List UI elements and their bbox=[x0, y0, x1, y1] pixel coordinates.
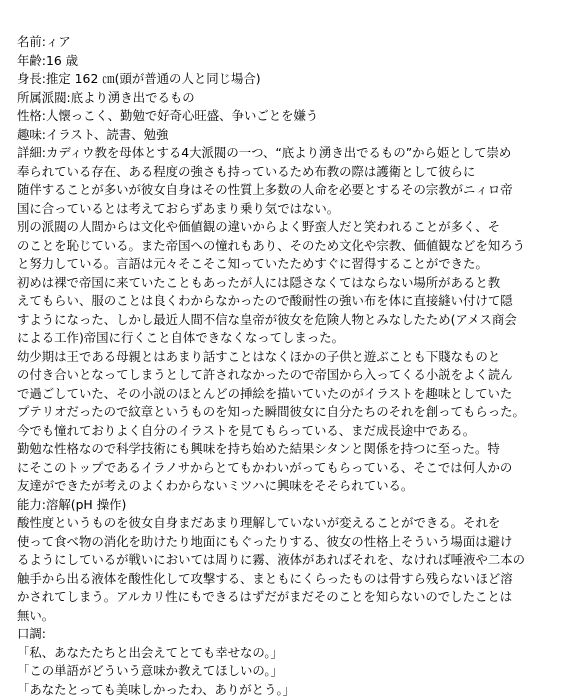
ability-line: 無い。 bbox=[17, 607, 570, 626]
name-line: 名前:ィア bbox=[17, 33, 570, 52]
details-line: による工作)帝国に行くこと自体できなくなってしまった。 bbox=[17, 329, 570, 348]
personality-line: 性格:人懐っこく、勤勉で好奇心旺盛、争いごとを嫌う bbox=[17, 107, 570, 126]
ability-line: 使って食べ物の消化を助けたり地面にもぐったりする、彼女の性格上そういう場面は避け bbox=[17, 533, 570, 552]
details-line: 奉られている存在、ある程度の強さも持っているため布教の際は護衛として彼らに bbox=[17, 163, 570, 182]
details-line: プテリオだったので紋章というものを知った瞬間彼女に自分たちのそれを創ってもらった。 bbox=[17, 403, 570, 422]
details-line: 友達ができたが考えのよくわからないミツハに興味をそそられている。 bbox=[17, 477, 570, 496]
details-line: のことを恥じている。また帝国への憧れもあり、そのため文化や宗教、価値観などを知ろう bbox=[17, 237, 570, 256]
details-line: 今でも憧れておりよく自分のイラストを見てもらっている、まだ成長途中である。 bbox=[17, 422, 570, 441]
details-line: 初めは裸で帝国に来ていたこともあったが人には隠さなくてはならない場所があると教 bbox=[17, 274, 570, 293]
ability-line: かされてしまう。アルカリ性にもできるはずだがまだそのことを知らないのでしたことは bbox=[17, 588, 570, 607]
ability-label: 能力:溶解(pH 操作) bbox=[17, 496, 570, 515]
details-section bbox=[17, 144, 570, 496]
details-line: 詳細:カディウ教を母体とする4大派閥の一つ、“底より湧き出でるもの”から姫として崇め bbox=[17, 144, 570, 163]
details-line: 随伴することが多いが彼女自身はその性質上多数の人命を必要とするその宗教がニィロ帝 bbox=[17, 181, 570, 200]
details-line: 幼少期は王である母親とはあまり話すことはなくほかの子供と遊ぶことも下賤なものと bbox=[17, 348, 570, 367]
height-line: 身長:推定 162 ㎝(頭が普通の人と同じ場合) bbox=[17, 70, 570, 89]
details-line: 別の派閥の人間からは文化や価値観の違いからよく野蛮人だと笑われることが多く、そ bbox=[17, 218, 570, 237]
speech-section bbox=[17, 644, 570, 699]
age-line: 年齢:16 歳 bbox=[17, 52, 570, 71]
ability-line: るようにしているが戦いにおいては周りに霧、液体があればそれを、なければ唾液や二本の bbox=[17, 551, 570, 570]
ability-line: 酸性度というものを彼女自身まだあまり理解していないが変えることができる。それを bbox=[17, 514, 570, 533]
speech-label: 口調: bbox=[17, 625, 570, 644]
details-line: 国に合っているとは考えておらずあまり乗り気ではない。 bbox=[17, 200, 570, 219]
details-line: 勤勉な性格なので科学技術にも興味を持ち始めた結果シタンと関係を持つに至った。特 bbox=[17, 440, 570, 459]
ability-line: 触手から出る液体を酸性化して攻撃する、まともにくらったものは骨すら残らないほど溶 bbox=[17, 570, 570, 589]
details-line: で過ごしていた、その小説のほとんどの挿絵を描いていたのがイラストを趣味としていた bbox=[17, 385, 570, 404]
speech-line: 「この単語がどういう意味か教えてほしいの。」 bbox=[17, 662, 570, 681]
speech-line: 「私、あなたたちと出会えてとても幸せなの。」 bbox=[17, 644, 570, 663]
faction-line: 所属派閥:底より湧き出でるもの bbox=[17, 89, 570, 108]
details-line: と努力している。言語は元々そこそこ知っていたためすぐに習得することができた。 bbox=[17, 255, 570, 274]
hobbies-line: 趣味:イラスト、読書、勉強 bbox=[17, 126, 570, 145]
details-line: の付き合いとなってしまうとして許されなかったので帝国から入ってくる小説をよく読ん bbox=[17, 366, 570, 385]
ability-section bbox=[17, 514, 570, 625]
details-line: えてもらい、服のことは良くわからなかったので酸耐性の強い布を体に直接縫い付けて隠 bbox=[17, 292, 570, 311]
details-line: にそこのトップであるイラノサからとてもかわいがってもらっている、そこでは何人かの bbox=[17, 459, 570, 478]
speech-line: 「あなたとっても美味しかったわ、ありがとう。」 bbox=[17, 681, 570, 699]
details-line: すようになった、しかし最近人間不信な皇帝が彼女を危険人物とみなしたため(アメス商会 bbox=[17, 311, 570, 330]
